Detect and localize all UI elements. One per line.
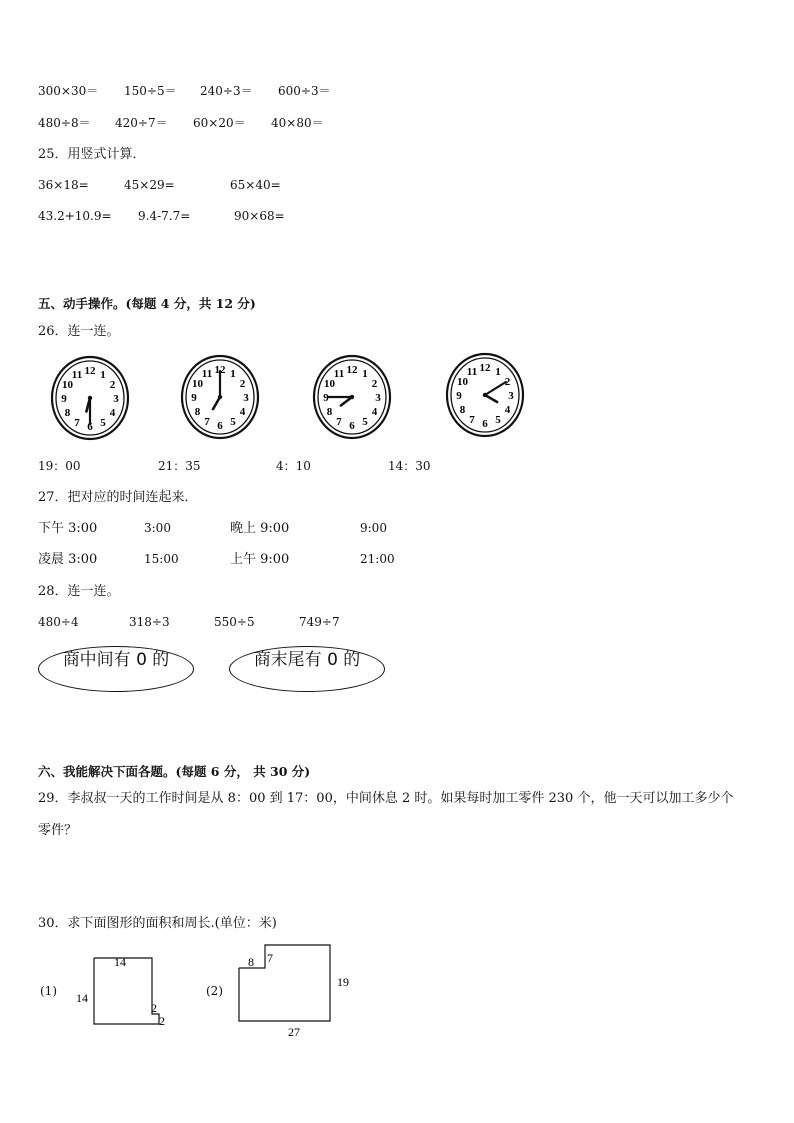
oval-label: 商中间有 0 的 [62, 650, 170, 670]
q29-text-line1: 29．李叔叔一天的工作时间是从 8：00 到 17：00，中间休息 2 时。如果每时加工零件 230 个，他一天可以加工多少个 [38, 791, 734, 806]
clock-numeral: 8 [194, 406, 201, 418]
time-item: 上午 9:00 [230, 552, 290, 567]
clock-numeral: 7 [336, 416, 342, 429]
fig1-top-dim: 14 [114, 955, 126, 969]
q26-title: 26．连一连。 [38, 324, 120, 339]
figure1-shape [70, 950, 180, 1030]
clock-numeral: 4 [371, 406, 378, 418]
clock-numeral: 1 [495, 365, 501, 378]
clock-numeral: 8 [326, 406, 333, 418]
time-item: 21:00 [360, 552, 395, 566]
figure1-label: (1) [40, 984, 57, 998]
clock-numeral: 7 [74, 417, 80, 430]
expr: 43.2+10.9= [38, 209, 112, 223]
expr: 240÷3＝ [200, 84, 253, 98]
figure2-shape [230, 940, 360, 1040]
q27-title: 27．把对应的时间连起来． [38, 490, 198, 505]
clock-center [88, 396, 92, 400]
time-item: 15:00 [144, 552, 179, 566]
clock-numeral: 9 [456, 390, 462, 402]
clock-numeral: 6 [87, 421, 93, 433]
clock-numeral: 7 [469, 414, 475, 427]
clock-numeral: 6 [349, 420, 355, 432]
clock-numeral: 2 [239, 378, 246, 390]
clock-numeral: 11 [71, 368, 83, 381]
expr: 36×18= [38, 178, 89, 192]
clock-numeral: 4 [109, 407, 116, 419]
time-item: 凌晨 3:00 [38, 552, 98, 567]
clock-numeral: 8 [64, 407, 71, 419]
time-label: 4：10 [276, 459, 311, 473]
clock-numeral: 12 [84, 365, 96, 377]
clock-numeral: 6 [482, 418, 488, 430]
q29-text-line2: 零件？ [38, 823, 78, 838]
division-item: 749÷7 [299, 615, 340, 629]
expr: 420÷7＝ [115, 116, 168, 130]
clock-numeral: 11 [333, 367, 345, 380]
fig1-left-dim: 14 [76, 991, 88, 1005]
clock-numeral: 9 [61, 393, 67, 405]
clock-face [311, 354, 393, 440]
clock-face [180, 354, 260, 440]
clock-numeral: 10 [62, 379, 73, 391]
clock-numeral: 12 [214, 364, 226, 376]
fig1-notch-v: 2 [151, 1001, 157, 1015]
expr: 40×80＝ [271, 116, 324, 130]
q28-title: 28．连一连。 [38, 584, 120, 599]
clock-numeral: 3 [113, 393, 119, 405]
clock-numeral: 3 [243, 392, 249, 404]
clock-face [444, 352, 526, 438]
clock-numeral: 1 [100, 368, 106, 381]
clock-numeral: 12 [479, 362, 491, 374]
section5-title: 五、动手操作。(每题 4 分，共 12 分) [38, 296, 256, 311]
clock-center [218, 395, 222, 399]
time-item: 3:00 [144, 521, 171, 535]
clock-numeral: 9 [191, 392, 197, 404]
fig2-notch-v: 8 [248, 955, 254, 969]
clock-numeral: 11 [466, 365, 478, 378]
expr: 300×30＝ [38, 84, 99, 98]
clock-numeral: 5 [230, 416, 236, 429]
time-label: 14：30 [388, 459, 431, 473]
time-item: 下午 3:00 [38, 521, 98, 536]
time-label: 19：00 [38, 459, 81, 473]
clock-numeral: 7 [204, 416, 210, 429]
expr: 9.4-7.7= [138, 209, 191, 223]
fig2-notch-h: 7 [267, 951, 273, 965]
clock-numeral: 9 [323, 392, 329, 404]
clock-numeral: 3 [508, 390, 514, 402]
clock-numeral: 10 [324, 378, 335, 390]
time-item: 晚上 9:00 [230, 521, 290, 536]
expr: 45×29= [124, 178, 175, 192]
time-item: 9:00 [360, 521, 387, 535]
clock-numeral: 1 [230, 367, 236, 380]
expr: 150÷5＝ [124, 84, 177, 98]
clock-numeral: 4 [239, 406, 246, 418]
clock-numeral: 11 [201, 367, 213, 380]
division-item: 550÷5 [214, 615, 255, 629]
clock-numeral: 5 [362, 416, 368, 429]
figure2-label: (2) [206, 984, 223, 998]
clock-numeral: 2 [371, 378, 378, 390]
clock-numeral: 5 [100, 417, 106, 430]
q30-title: 30．求下面图形的面积和周长.(单位：米) [38, 916, 277, 931]
clock-center [350, 395, 354, 399]
clock-numeral: 5 [495, 414, 501, 427]
time-label: 21：35 [158, 459, 201, 473]
clock-numeral: 10 [457, 376, 468, 388]
clock-numeral: 1 [362, 367, 368, 380]
expr: 65×40= [230, 178, 281, 192]
clock-numeral: 12 [346, 364, 358, 376]
clock-numeral: 10 [192, 378, 203, 390]
minute-hand [485, 382, 506, 395]
section6-title: 六、我能解决下面各题。(每题 6 分， 共 30 分) [38, 764, 311, 779]
clock-numeral: 8 [459, 404, 466, 416]
clock-numeral: 2 [504, 376, 511, 388]
clock-face [48, 356, 132, 440]
clock-numeral: 4 [504, 404, 511, 416]
clock-center [483, 393, 487, 397]
fig2-bottom-dim: 27 [288, 1025, 300, 1039]
expr: 60×20＝ [193, 116, 246, 130]
clock-numeral: 2 [109, 379, 116, 391]
category-oval [229, 646, 385, 692]
fig1-notch-h: 2 [159, 1014, 165, 1028]
division-item: 480÷4 [38, 615, 79, 629]
category-oval [38, 646, 194, 692]
clock-numeral: 3 [375, 392, 381, 404]
expr: 480÷8＝ [38, 116, 91, 130]
clock-numeral: 6 [217, 420, 223, 432]
oval-label: 商末尾有 0 的 [253, 650, 361, 670]
division-item: 318÷3 [129, 615, 170, 629]
expr: 600÷3＝ [278, 84, 331, 98]
expr: 90×68= [234, 209, 285, 223]
q25-title: 25．用竖式计算． [38, 147, 146, 162]
fig2-right-dim: 19 [337, 975, 349, 989]
